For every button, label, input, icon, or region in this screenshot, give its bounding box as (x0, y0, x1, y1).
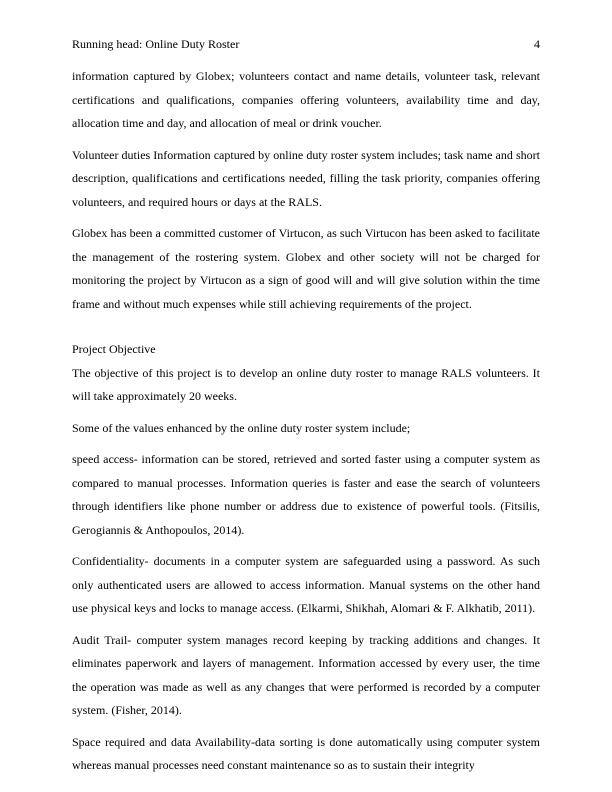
paragraph-values-intro: Some of the values enhanced by the online duty roster system include; (72, 420, 411, 435)
running-head: Running head: Online Duty Roster (72, 37, 240, 51)
paragraph-speed-access: speed access- information can be stored, retrieved and sorted faster using a computer system as compared to manual processes. Information queries is faster and ease the search of volunteers through identifiers like phone number or address due to existence of powerful tools. (Fitsilis, Gerogiannis & Anthopoulos, 2014). (72, 452, 540, 537)
paragraph-volunteer-duties: Volunteer duties Information captured by online duty roster system includes; task name and short description, qualifications and certifications needed, filling the task priority, companies offering volunteers, and required hours or days at the RALS. (72, 147, 540, 209)
paragraph-confidentiality: Confidentiality- documents in a computer system are safeguarded using a password. As such only authenticated users are allowed to access information. Manual systems on the other hand use physical keys and locks to manage access. (Elkarmi, Shikhah, Alomari & F. Alkhatib, 2011). (72, 554, 540, 615)
page-number: 4 (534, 37, 540, 51)
page-header (72, 36, 540, 52)
document-body (72, 65, 540, 786)
paragraph-globex-info: information captured by Globex; volunteers contact and name details, volunteer task, relevant certifications and qualifications, companies offering volunteers, availability time and day, allocation time and day, and allocation of meal or drink voucher. (72, 69, 540, 130)
section-heading-project-objective: Project Objective (72, 342, 156, 356)
paragraph-objective: The objective of this project is to develop an online duty roster to manage RALS volunteers. It will take approximately 20 weeks. (72, 365, 540, 403)
paragraph-virtucon: Globex has been a committed customer of Virtucon, as such Virtucon has been asked to facilitate the management of the rostering system. Globex and other society will not be charged for monitoring the project by Virtucon as a sign of good will and will give solution within the time frame and without much expenses while still achieving requirements of the project. (72, 226, 540, 311)
paragraph-audit-trail: Audit Trail- computer system manages record keeping by tracking additions and changes. It eliminates paperwork and layers of management. Information accessed by every user, the time the operation was made as well as any changes that were performed is recorded by a computer system. (Fisher, 2014). (72, 632, 540, 717)
paragraph-space-required: Space required and data Availability-data sorting is done automatically using computer system whereas manual processes need constant maintenance so as to sustain their integrity (72, 734, 540, 772)
